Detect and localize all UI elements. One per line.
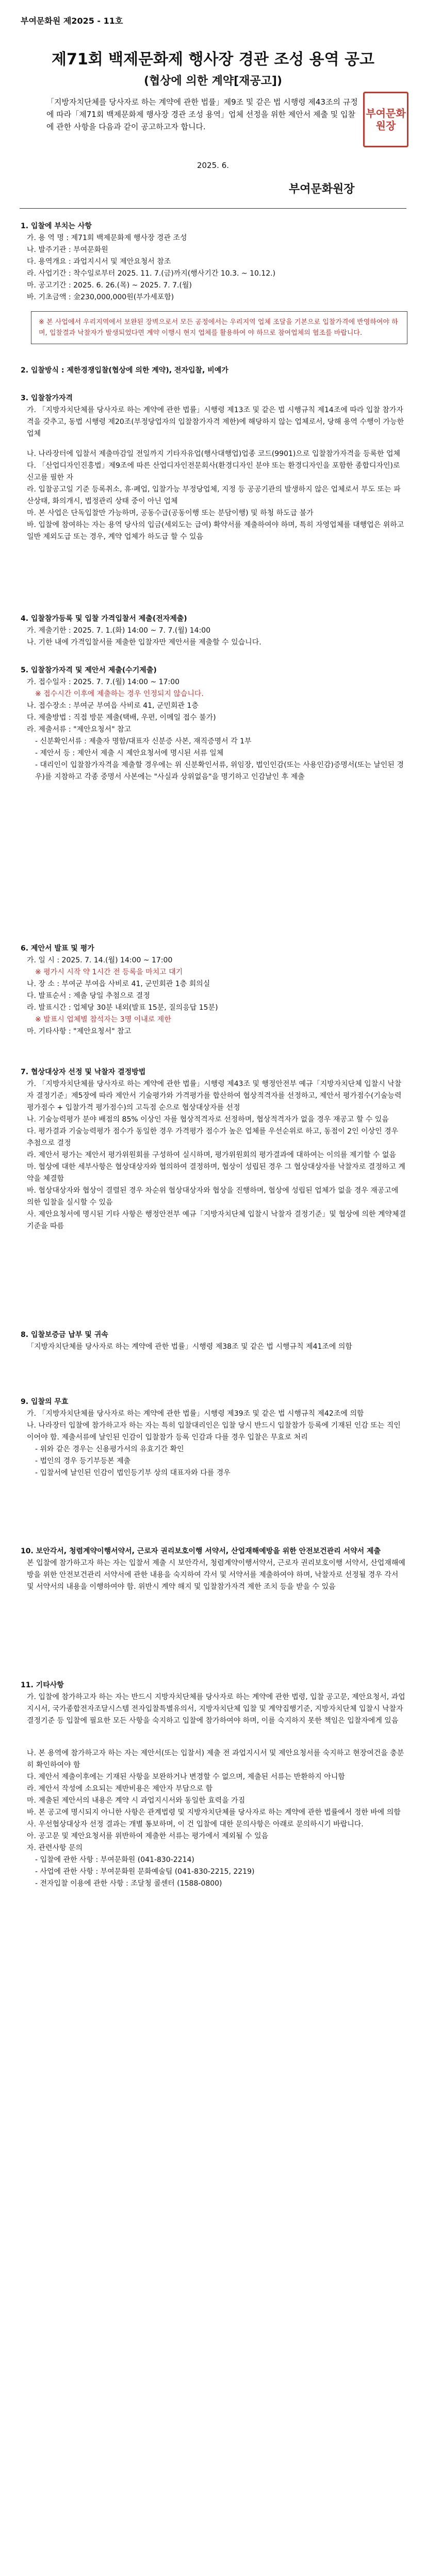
section-heading: 11. 기타사항 bbox=[21, 1681, 64, 1689]
list-item: 가. 「지방자치단체를 당사자로 하는 계약에 관한 법률」시행령 제13조 및 같은 법 시행규칙 제14조에 따라 입찰 참가자격을 갖추고, 동법 시행령 제20조(부정당업자의 입찰참가자격 제한)에 해당하지 않는 업체로서, 당해 용역 수행이 가능한 업체 bbox=[27, 406, 404, 438]
section-heading: 10. 보안각서, 청렴계약이행서약서, 근로자 권리보호이행 서약서, 산업재해예방을 위한 안전보건관리 서약서 제출 bbox=[21, 1547, 381, 1555]
list-item: 라. 제안서 평가는 제안서 평가위원회를 구성하여 실시하며, 평가위원회의 평가결과에 대하여는 이의를 제기할 수 없음 bbox=[27, 1151, 396, 1159]
section-heading: 3. 입찰참가자격 bbox=[21, 394, 73, 402]
list-item: 다. 제안서 제출이후에는 기재된 사항을 보완하거나 변경할 수 없으며, 제출된 서류는 반환하지 아니함 bbox=[27, 1773, 345, 1781]
section-4 bbox=[21, 613, 407, 649]
list-item: 다. 「산업디자인진흥법」제9조에 따른 산업디자인전문회사(환경디자인 분야 또는 환경디자인을 포함한 종합디자인)로 신고를 필한 자 bbox=[27, 462, 400, 482]
issuer-name: 부여문화원장 bbox=[289, 183, 355, 196]
section-10 bbox=[21, 1546, 407, 1593]
section-1 bbox=[21, 221, 407, 303]
section-5 bbox=[21, 665, 407, 783]
list-item: 가. 접수일자 : 2025. 7. 7.(월) 14:00 ~ 17:00 bbox=[27, 678, 180, 686]
document-number: 부여문화원 제2025 - 11호 bbox=[21, 16, 123, 26]
list-item: 바. 입찰에 참여하는 자는 용역 당사의 입금(세외도는 급여) 확약서를 제출하여야 하며, 특히 자영업체를 대행업은 위하고 일반 제외도급 또는 경우, 계약 업체가 하도급 할 수 있음 bbox=[27, 521, 404, 541]
list-item: 바. 협상대상자와 협상이 결렬된 경우 차순위 협상대상자와 협상을 진행하며, 협상에 성립된 업체가 없을 경우 재공고에 의한 입찰을 실시할 수 있음 bbox=[27, 1187, 399, 1207]
section-2 bbox=[21, 365, 407, 377]
list-item: 나. 발주기관 : 부여문화원 bbox=[27, 246, 108, 254]
notice-box bbox=[31, 311, 407, 344]
list-item: 자. 관련사항 문의 bbox=[27, 1844, 83, 1852]
section-heading: 7. 협상대상자 선정 및 낙찰자 결정방법 bbox=[21, 1068, 146, 1076]
list-item: 다. 용역개요 : 과업지시서 및 제안요청서 참조 bbox=[27, 258, 171, 266]
section-heading: 1. 입찰에 부치는 사항 bbox=[21, 222, 92, 230]
list-item: - 신분확인서류 : 제출자 명함/대표자 신분증 사본, 재직증명서 각 1부 bbox=[35, 737, 252, 745]
contact-line: - 전자입찰 이용에 관한 사항 : 조달청 콜센터 (1588-0800) bbox=[35, 1879, 222, 1888]
section-7 bbox=[21, 1066, 407, 1232]
section-heading: 2. 입찰방식 : 제한경쟁입찰(협상에 의한 계약), 전자입찰, 비예가 bbox=[21, 366, 228, 375]
section-3 bbox=[21, 393, 407, 543]
list-item: 본 입찰에 참가하고자 하는 자는 입찰서 제출 시 보안각서, 청렴계약이행서약서, 근로자 권리보호이행 서약서, 산업재해예방을 위한 안전보건관리 서약서에 관한 내용을 숙지하여 각서 및 서약서를 제출하여야 하며, 낙찰자로 선정될 경우 각서 및 서약서의 내용을 이행하여야 함. 위반시 계약 해지 및 입찰참가자격 제한 조치 등을 받을 수 있음 bbox=[27, 1559, 405, 1591]
list-item: 가. 일 시 : 2025. 7. 14.(월) 14:00 ~ 17:00 bbox=[27, 956, 173, 964]
announcement-date: 2025. 6. bbox=[196, 161, 230, 170]
warning-text: ※ 발표시 업체별 참석자는 3명 이내로 제한 bbox=[35, 1015, 171, 1024]
list-item: 라. 사업기간 : 착수일로부터 2025. 11. 7.(금)까지(행사기간 10.3. ~ 10.12.) bbox=[27, 269, 276, 278]
contact-line: - 입찰에 관한 사항 : 부여문화원 (041-830-2214) bbox=[35, 1856, 194, 1864]
list-item: 나. 장 소 : 부여군 부여읍 사비로 41, 군민회관 1층 회의실 bbox=[27, 980, 210, 988]
list-item: 가. 제출기한 : 2025. 7. 1.(화) 14:00 ~ 7. 7.(월) 14:00 bbox=[27, 626, 211, 635]
list-item: 나. 접수장소 : 부여군 부여읍 사비로 41, 군민회관 1층 bbox=[27, 702, 199, 710]
list-item: 아. 공고문 및 제안요청서를 위반하여 제출한 서류는 평가에서 제외될 수 있음 bbox=[27, 1832, 269, 1840]
list-item: 라. 발표시간 : 업체당 30분 내외(발표 15분, 질의응답 15분) bbox=[27, 1004, 218, 1012]
list-item: 나. 나라장터에 입찰서 제출마감일 전일까지 기타자유업(행사대행업)업종 코드(9901)으로 입찰참가자격을 등록한 업체 bbox=[27, 450, 401, 458]
list-item: 다. 발표순서 : 제출 당일 추첨으로 결정 bbox=[27, 992, 150, 1000]
section-heading: 4. 입찰참가등록 및 입찰 가격입찰서 제출(전자제출) bbox=[21, 615, 187, 623]
list-item: 마. 제출된 제안서의 내용은 계약 시 과업지시서와 동일한 효력을 가짐 bbox=[27, 1797, 245, 1805]
seal-text: 부여문화원장 bbox=[366, 107, 406, 132]
list-item: 마. 기타사항 : "제안요청서" 참고 bbox=[27, 1027, 132, 1036]
list-item: 마. 본 사업은 단독입찰만 가능하며, 공동수급(공동이행 또는 분담이행) 및 하청 하도급 불가 bbox=[27, 509, 314, 517]
list-item: 「지방자치단체를 당사자로 하는 계약에 관한 법률」시행령 제38조 및 같은 법 시행규칙 제41조에 의함 bbox=[27, 1343, 352, 1351]
section-heading: 9. 입찰의 무효 bbox=[21, 1398, 69, 1406]
list-item: 나. 기한 내에 가격입찰서를 제출한 입찰자만 제안서를 제출할 수 있습니다. bbox=[27, 638, 261, 647]
list-item: 마. 협상에 대한 세부사항은 협상대상자와 협의하여 결정하며, 협상이 성립된 경우 그 협상대상자를 낙찰자로 결정하고 계약을 체결함 bbox=[27, 1163, 405, 1183]
intro-paragraph: 「지방자치단체를 당사자로 하는 계약에 관한 법률」제9조 및 같은 법 시행령 제43조의 규정에 따라「제71회 백제문화제 행사장 경관 조성 용역」업체 선정을 위한 제안서 제출 및 입찰에 관한 사항을 다음과 같이 공고하고자 합니다. bbox=[46, 97, 358, 131]
list-item: 다. 평가결과 기술능력평가 점수가 동일한 경우 가격평가 점수가 높은 업체를 우선순위로 하고, 동점이 2인 이상인 경우 추첨으로 결정 bbox=[27, 1127, 399, 1147]
official-seal-icon bbox=[363, 92, 408, 147]
section-9 bbox=[21, 1396, 407, 1479]
section-heading: 8. 입찰보증금 납부 및 귀속 bbox=[21, 1331, 108, 1339]
list-item: - 대리인이 입찰참가자격을 제출할 경우에는 위 신분확인서류, 위임장, 법인인감(또는 사용인감)증명서(또는 날인된 경우)를 지참하고 각종 중명서 사본에는 "사실과 상위없음"을 명기하고 인감날인 후 제출 bbox=[35, 761, 404, 781]
section-6 bbox=[21, 943, 407, 1038]
list-item: - 법인의 경우 등기부등본 제출 bbox=[35, 1457, 131, 1465]
list-item: 마. 공고기간 : 2025. 6. 26.(목) ~ 2025. 7. 7.(월) bbox=[27, 281, 192, 290]
list-item: 바. 기초금액 : 金230,000,000원(부가세포함) bbox=[27, 293, 174, 301]
list-item: - 위와 같은 경우는 신용평가서의 유효기간 확인 bbox=[35, 1445, 184, 1453]
list-item: - 제안서 등 : 제안서 제출 시 제안요청서에 명시된 서류 일체 bbox=[35, 749, 224, 757]
section-11 bbox=[21, 1680, 407, 1890]
warning-text: ※ 평가시 시작 약 1시간 전 등록을 마치고 대기 bbox=[35, 968, 183, 976]
page-title: 제71회 백제문화제 행사장 경관 조성 용역 공고 bbox=[51, 50, 375, 69]
list-item: 다. 제출방법 : 직접 방문 제출(택배, 우편, 이메일 접수 불가) bbox=[27, 714, 216, 722]
list-item: 가. 「지방자치단체를 당사자로 하는 계약에 관한 법률」시행령 제43조 및 행정안전부 예규「지방자치단체 입찰시 낙찰자 결정기준」제5장에 따라 제안서 기술평가와 가격평가를 합산하여 협상적격자를 선정하고, 제안서 평가점수(기술능력 평가점수 + 입찰가격 평가점수)의 고득점 순으로 협상대상자를 선정 bbox=[27, 1080, 402, 1112]
list-item: 라. 제출서류 : "제안요청서" 참고 bbox=[27, 725, 132, 734]
list-item: 사. 우선협상대상자 선정 결과는 개별 통보하며, 이 건 입찰에 대한 문의사항은 아래로 문의하시기 바랍니다. bbox=[27, 1820, 364, 1828]
list-item: 라. 입찰공고일 기준 등록취소, 휴·폐업, 입찰가능 부정당업체, 지정 등 공공기관의 발생하지 않은 업체로서 부도 또는 파산상태, 화의개시, 법정관리 상태 중이 아닌 업체 bbox=[27, 485, 401, 505]
list-item: 나. 기술능력평가 분야 배점의 85% 이상인 자를 협상적격자로 선정하며, 협상적격자가 없을 경우 재공고 할 수 있음 bbox=[27, 1115, 389, 1124]
section-8 bbox=[21, 1329, 407, 1353]
contact-line: - 사업에 관한 사항 : 부여문화원 문화예술팀 (041-830-2215, 2219) bbox=[35, 1868, 255, 1876]
list-item: 라. 제안서 작성에 소요되는 제반비용은 제안자 부담으로 함 bbox=[27, 1785, 213, 1793]
divider bbox=[20, 208, 406, 209]
list-item: 가. 「지방자치단체를 당사자로 하는 계약에 관한 법률」시행령 제39조 및 같은 법 시행규칙 제42조에 의함 bbox=[27, 1410, 364, 1418]
notice-text: ※ 본 사업에서 우리지역에서 보완된 장벽으로서 모든 공정에서는 우리지역 업체 조달을 기본으로 입찰가격에 반영하여야 하며, 입찰결과 낙찰자가 발생되었다면 계약 이행시 현지 업체를 활용하여 야 하므로 참여업체의 협조를 바랍니다. bbox=[39, 318, 398, 337]
list-item: - 입찰서에 날인된 인감이 법인등기부 상의 대표자와 다를 경우 bbox=[35, 1469, 231, 1477]
list-item: 바. 본 공고에 명시되지 아니한 사항은 관계법령 및 지방자치단체를 당사자로 하는 계약에 관한 법률에서 정한 바에 의함 bbox=[27, 1808, 401, 1817]
list-item: 사. 제안요청서에 명시된 기타 사항은 행정안전부 예규「지방자치단체 입찰시 낙찰자 결정기준」및 협상에 의한 계약체결기준을 따름 bbox=[27, 1210, 406, 1230]
list-item: 나. 나라장터 입찰에 참가하고자 하는 자는 특히 입찰대리인은 입찰 당시 반드시 입찰참가 등록에 기재된 인감 또는 직인이어야 함. 제출서류에 날인된 인감이 입찰참가 등록 인감과 다를 경우 입찰은 무효로 처리 bbox=[27, 1421, 401, 1442]
list-item: 가. 용 역 명 : 제71회 백제문화제 행사장 경관 조성 bbox=[27, 234, 187, 242]
warning-text: ※ 접수시간 이후에 제출하는 경우 인정되지 않습니다. bbox=[35, 690, 204, 698]
section-heading: 6. 제안서 발표 및 평가 bbox=[21, 944, 94, 953]
list-item: 가. 입찰에 참가하고자 하는 자는 반드시 지방자치단체를 당사자로 하는 계약에 관한 법령, 입찰 공고문, 제안요청서, 과업지시서, 국가종합전자조달시스템 전자입찰특별유의서, 지방자치단체 입찰 및 계약집행기준, 지방자치단체 입찰시 낙찰자 결정기준 등 입찰에 필요한 모든 사항을 숙지하고 입찰에 참가하여야 하며, 이를 숙지하지 못한 책임은 입찰자에게 있음 bbox=[27, 1693, 405, 1725]
list-item: 나. 본 용역에 참가하고자 하는 자는 제안서(또는 입찰서) 제출 전 과업지시서 및 제안요청서를 숙지하고 현장여건을 충분히 확인하여야 함 bbox=[27, 1749, 404, 1769]
section-heading: 5. 입찰참가자격 및 제안서 제출(수기제출) bbox=[21, 666, 157, 674]
page-subtitle: (협상에 의한 계약[재공고]) bbox=[143, 75, 283, 88]
